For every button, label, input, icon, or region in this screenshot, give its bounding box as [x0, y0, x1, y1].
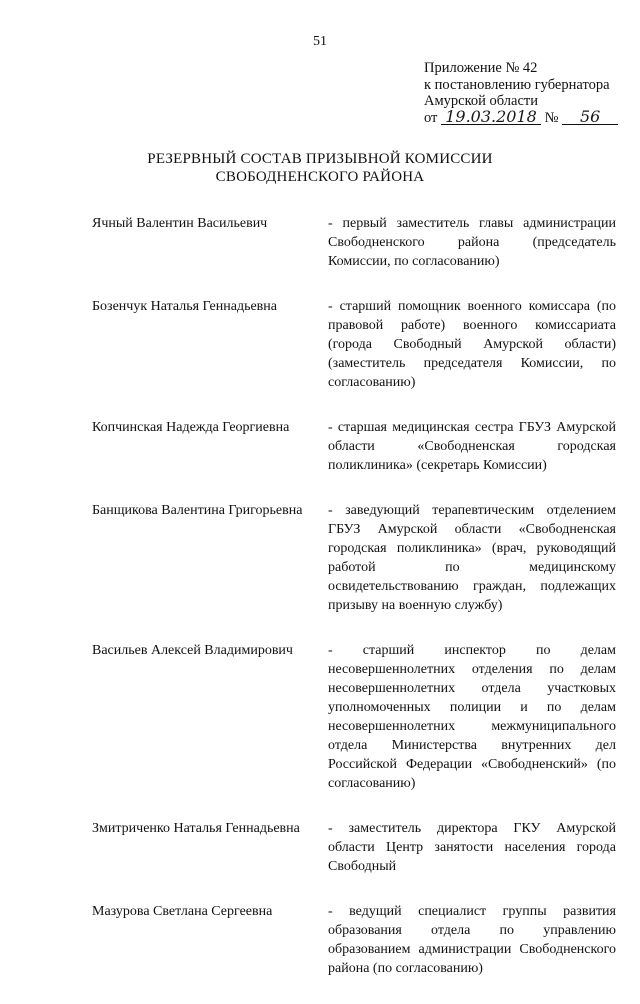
page-number: 51	[313, 34, 327, 49]
member-name: Мазурова Светлана Сергеевна	[92, 904, 273, 919]
member-name: Ячный Валентин Васильевич	[92, 216, 268, 231]
appendix-line-2: к постановлению губернатора	[424, 76, 610, 93]
appendix-line-3: Амурской области	[424, 93, 538, 109]
member-role: - старший помощник военного комиссара (по правовой работе) военного комиссариата (города Свободный Амурской области) (заместитель председателя Комиссии, по согласованию)	[328, 299, 616, 390]
member-row	[92, 902, 617, 978]
member-name: Бозенчук Наталья Геннадьевна	[92, 299, 277, 314]
member-role: - заместитель директора ГКУ Амурской области Центр занятости населения города Свободный	[328, 821, 616, 874]
appendix-date-line	[424, 106, 618, 127]
member-role: - старший инспектор по делам несовершеннолетних отделения по делам несовершеннолетних отдела участковых уполномоченных полиции и по делам несовершеннолетних межмуниципального отдела Министерства внутренних дел Российской Федерации «Свободненский» (по согласованию)	[328, 643, 616, 791]
from-label: от	[424, 109, 438, 126]
member-role: - первый заместитель главы администрации Свободненского района (председатель Комиссии, по согласованию)	[328, 216, 616, 269]
member-name: Васильев Алексей Владимирович	[92, 643, 293, 658]
member-row	[92, 214, 617, 271]
handwritten-date: 19.03.2018	[441, 110, 541, 125]
member-name: Копчинская Надежда Георгиевна	[92, 420, 290, 435]
member-row	[92, 418, 617, 475]
member-row	[92, 297, 617, 392]
appendix-header	[424, 60, 618, 126]
handwritten-number: 56	[562, 110, 618, 125]
member-row	[92, 819, 617, 876]
members-list	[92, 214, 617, 1004]
member-row	[92, 501, 617, 615]
member-role: - заведующий терапевтическим отделением ГБУЗ Амурской области «Свободненская городская поликлиника» (врач, руководящий работой по медицинскому освидетельствованию граждан, подлежащих призыву на военную службу)	[328, 503, 616, 613]
member-name: Банщикова Валентина Григорьевна	[92, 503, 303, 518]
title-line-1: РЕЗЕРВНЫЙ СОСТАВ ПРИЗЫВНОЙ КОМИССИИ	[147, 151, 493, 167]
member-row	[92, 641, 617, 793]
page-title	[0, 150, 640, 186]
member-role: - ведущий специалист группы развития образования отдела по управлению образованием администрации Свободненского района (по согласованию)	[328, 904, 616, 976]
title-line-2: СВОБОДНЕНСКОГО РАЙОНА	[215, 169, 425, 185]
member-role: - старшая медицинская сестра ГБУЗ Амурской области «Свободненская городская поликлиника» (секретарь Комиссии)	[328, 420, 616, 473]
appendix-line-1: Приложение № 42	[424, 60, 538, 76]
number-label: №	[544, 109, 559, 126]
member-name: Змитриченко Наталья Геннадьевна	[92, 821, 300, 836]
